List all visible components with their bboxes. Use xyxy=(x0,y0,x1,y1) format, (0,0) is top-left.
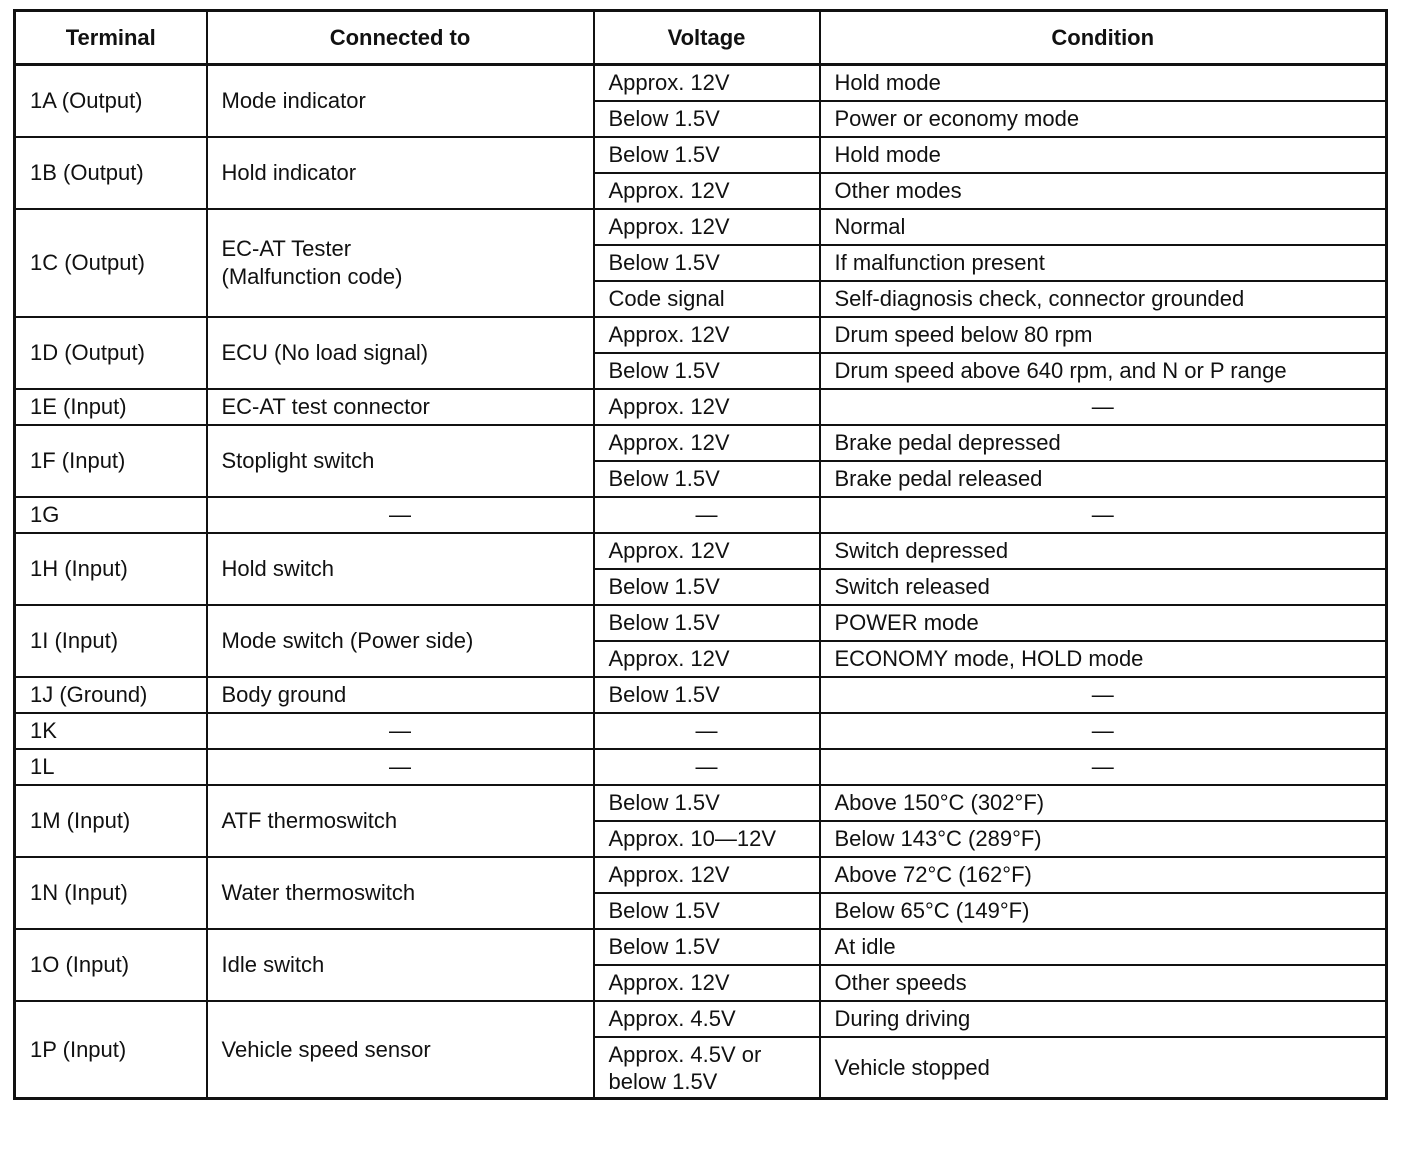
table-row xyxy=(15,209,1387,245)
terminal-cell: 1J (Ground) xyxy=(15,677,207,713)
table-row xyxy=(15,785,1387,821)
condition-cell: Below 65°C (149°F) xyxy=(820,893,1387,929)
connected-to-cell: Idle switch xyxy=(207,929,594,1001)
voltage-cell: Below 1.5V xyxy=(594,785,820,821)
condition-cell: Switch released xyxy=(820,569,1387,605)
terminal-cell: 1E (Input) xyxy=(15,389,207,425)
voltage-cell: Below 1.5V xyxy=(594,245,820,281)
header-terminal: Terminal xyxy=(15,11,207,65)
voltage-cell: — xyxy=(594,749,820,785)
terminal-cell: 1K xyxy=(15,713,207,749)
condition-cell: — xyxy=(820,677,1387,713)
voltage-cell: Below 1.5V xyxy=(594,137,820,173)
condition-cell: During driving xyxy=(820,1001,1387,1037)
voltage-cell: Approx. 12V xyxy=(594,533,820,569)
connected-to-cell: ECU (No load signal) xyxy=(207,317,594,389)
condition-cell: Brake pedal depressed xyxy=(820,425,1387,461)
condition-cell: Below 143°C (289°F) xyxy=(820,821,1387,857)
condition-cell: — xyxy=(820,497,1387,533)
voltage-cell: Approx. 10—12V xyxy=(594,821,820,857)
condition-cell: If malfunction present xyxy=(820,245,1387,281)
condition-cell: POWER mode xyxy=(820,605,1387,641)
terminal-cell: 1A (Output) xyxy=(15,65,207,138)
terminal-cell: 1I (Input) xyxy=(15,605,207,677)
condition-cell: Above 72°C (162°F) xyxy=(820,857,1387,893)
table-row xyxy=(15,677,1387,713)
condition-cell: Switch depressed xyxy=(820,533,1387,569)
terminal-cell: 1O (Input) xyxy=(15,929,207,1001)
condition-cell: — xyxy=(820,713,1387,749)
voltage-cell: Below 1.5V xyxy=(594,461,820,497)
table-row xyxy=(15,857,1387,893)
terminal-table xyxy=(13,9,1388,1100)
terminal-cell: 1C (Output) xyxy=(15,209,207,317)
connected-to-cell: Stoplight switch xyxy=(207,425,594,497)
table-row xyxy=(15,929,1387,965)
table-row xyxy=(15,605,1387,641)
voltage-cell: Below 1.5V xyxy=(594,893,820,929)
condition-cell: Above 150°C (302°F) xyxy=(820,785,1387,821)
connected-to-cell: Vehicle speed sensor xyxy=(207,1001,594,1099)
table-body xyxy=(15,65,1387,1099)
condition-cell: Self-diagnosis check, connector grounded xyxy=(820,281,1387,317)
terminal-cell: 1H (Input) xyxy=(15,533,207,605)
table-row xyxy=(15,533,1387,569)
voltage-cell: Code signal xyxy=(594,281,820,317)
voltage-cell: Approx. 12V xyxy=(594,641,820,677)
connected-to-cell: Water thermoswitch xyxy=(207,857,594,929)
connected-to-cell: — xyxy=(207,713,594,749)
condition-cell: ECONOMY mode, HOLD mode xyxy=(820,641,1387,677)
voltage-cell: Approx. 12V xyxy=(594,389,820,425)
condition-cell: — xyxy=(820,749,1387,785)
terminal-cell: 1N (Input) xyxy=(15,857,207,929)
table-row xyxy=(15,317,1387,353)
header-condition: Condition xyxy=(820,11,1387,65)
table-row xyxy=(15,713,1387,749)
condition-cell: Drum speed below 80 rpm xyxy=(820,317,1387,353)
terminal-cell: 1F (Input) xyxy=(15,425,207,497)
connected-to-cell: Hold switch xyxy=(207,533,594,605)
connected-to-cell: Body ground xyxy=(207,677,594,713)
condition-cell: Hold mode xyxy=(820,137,1387,173)
voltage-cell: Approx. 12V xyxy=(594,317,820,353)
voltage-cell: Approx. 12V xyxy=(594,173,820,209)
terminal-cell: 1G xyxy=(15,497,207,533)
terminal-cell: 1D (Output) xyxy=(15,317,207,389)
table-row xyxy=(15,749,1387,785)
connected-to-cell: EC-AT Tester (Malfunction code) xyxy=(207,209,594,317)
header-row xyxy=(15,11,1387,65)
connected-to-cell: — xyxy=(207,497,594,533)
voltage-cell: Below 1.5V xyxy=(594,929,820,965)
condition-cell: Vehicle stopped xyxy=(820,1037,1387,1099)
table-row xyxy=(15,497,1387,533)
table-row xyxy=(15,65,1387,102)
voltage-cell: — xyxy=(594,713,820,749)
voltage-cell: Approx. 12V xyxy=(594,965,820,1001)
voltage-cell: Approx. 4.5V or below 1.5V xyxy=(594,1037,820,1099)
connected-to-cell: Hold indicator xyxy=(207,137,594,209)
terminal-cell: 1M (Input) xyxy=(15,785,207,857)
voltage-cell: Below 1.5V xyxy=(594,101,820,137)
condition-cell: Drum speed above 640 rpm, and N or P range xyxy=(820,353,1387,389)
connected-to-cell: — xyxy=(207,749,594,785)
voltage-cell: Below 1.5V xyxy=(594,677,820,713)
connected-to-cell: ATF thermoswitch xyxy=(207,785,594,857)
table-row xyxy=(15,389,1387,425)
terminal-cell: 1P (Input) xyxy=(15,1001,207,1099)
condition-cell: Other modes xyxy=(820,173,1387,209)
connected-to-cell: EC-AT test connector xyxy=(207,389,594,425)
table-row xyxy=(15,425,1387,461)
condition-cell: Brake pedal released xyxy=(820,461,1387,497)
table-row xyxy=(15,137,1387,173)
voltage-cell: — xyxy=(594,497,820,533)
condition-cell: Normal xyxy=(820,209,1387,245)
header-voltage: Voltage xyxy=(594,11,820,65)
voltage-cell: Below 1.5V xyxy=(594,569,820,605)
connected-to-cell: Mode switch (Power side) xyxy=(207,605,594,677)
voltage-cell: Approx. 12V xyxy=(594,425,820,461)
terminal-cell: 1B (Output) xyxy=(15,137,207,209)
terminal-cell: 1L xyxy=(15,749,207,785)
condition-cell: Power or economy mode xyxy=(820,101,1387,137)
condition-cell: — xyxy=(820,389,1387,425)
connected-to-cell: Mode indicator xyxy=(207,65,594,138)
voltage-cell: Approx. 12V xyxy=(594,857,820,893)
condition-cell: Other speeds xyxy=(820,965,1387,1001)
voltage-cell: Approx. 12V xyxy=(594,209,820,245)
header-connected-to: Connected to xyxy=(207,11,594,65)
voltage-cell: Approx. 4.5V xyxy=(594,1001,820,1037)
voltage-cell: Below 1.5V xyxy=(594,605,820,641)
voltage-cell: Approx. 12V xyxy=(594,65,820,102)
table-row xyxy=(15,1001,1387,1037)
voltage-cell: Below 1.5V xyxy=(594,353,820,389)
condition-cell: Hold mode xyxy=(820,65,1387,102)
condition-cell: At idle xyxy=(820,929,1387,965)
